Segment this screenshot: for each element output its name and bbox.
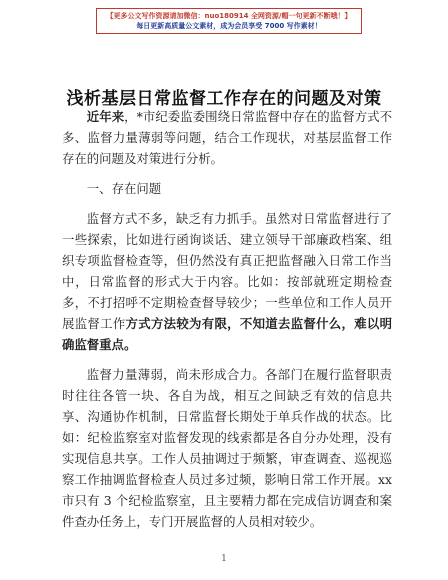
paragraph-1-bold: 方式方法较为有限，不知道去监督什么，难以明确监督重点。 [62,316,393,352]
paragraph-1 [62,208,392,355]
banner-line-1: 【更多公文写作资源请加微信：nuo180914 全网资源/帽一句更新不断哦！】 [106,12,352,20]
intro-lead: 近年来 [86,109,125,124]
document-title: 浅析基层日常监督工作存在的问题及对策 [66,89,382,109]
document-body [62,106,392,532]
paragraph-1-text: 监督方式不多，缺乏有力抓手。虽然对日常监督进行了一些探索，比如进行函询谈话、建立领导干部廉政档案、组织专项监督检查等，但仍然没有真正把监督融入日常工作当中，日常监督的形式大于内容。比如：按部就班定期检查多，不打招呼不定期检查督导较少；一些单位和工作人员开展监督工作 [62,211,392,331]
intro-paragraph [62,106,392,169]
banner-line-2: 每日更新高质量公文素材，成为会员享受 7000 写作素材！ [136,22,322,30]
paragraph-2: 监督力量薄弱，尚未形成合力。各部门在履行监督职责时往往各管一块、各自为战，相互之间缺乏有效的信息共享、沟通协作机制，日常监督长期处于单兵作战的状态。比如：纪检监察室对监督发现的线索都是各自分办处理，没有实现信息共享。工作人员抽调过于频繁，审查调查、巡视巡察工作抽调监督检查人员过多过频，影响日常工作开展。xx 市只有 3 个纪检监察室，且主要精力都在完成信访调查和案件查办任务上，专门开展监督的人员相对较少。 [62,367,392,529]
section-heading: 一、存在问题 [86,181,162,196]
page-number: 1 [221,554,227,564]
promo-banner [96,8,362,34]
intro-text: ，*市纪委监委围绕日常监督中存在的监督方式不多、监督力量薄弱等问题，结合工作现状，对基层监督工作存在的问题及对策进行分析。 [62,109,392,166]
